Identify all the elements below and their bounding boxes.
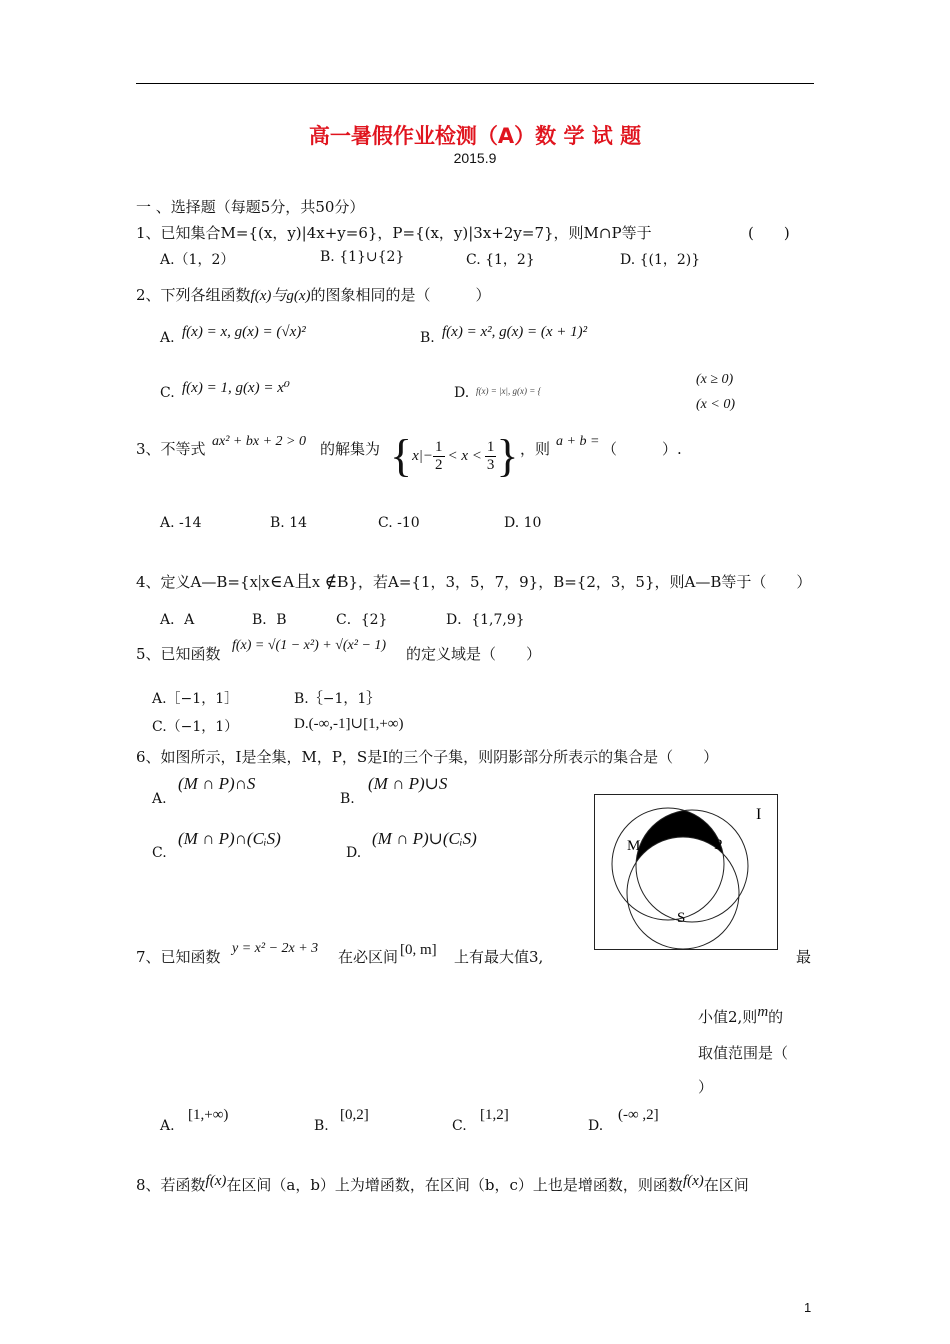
q2-expr: f(x)与g(x) — [250, 288, 311, 304]
q3-option-a: A. -14 — [160, 515, 202, 531]
q7-line2 — [698, 1006, 783, 1027]
q7-interval: [0, m] — [400, 942, 437, 958]
q7-option-b-label: B. — [314, 1118, 329, 1134]
q3-tail: （ ）. — [602, 440, 682, 458]
q2-option-c-label: C. — [160, 385, 175, 401]
q6-option-d: (M ∩ P)∪(CᵢS) — [372, 829, 477, 848]
q8-mid: 在区间（a，b）上为增函数，在区间（b，c）上也是增函数，则函数 — [226, 1176, 683, 1194]
page-title: 高一暑假作业检测（A）数 学 试 题 — [308, 124, 642, 148]
q6-option-b-label: B. — [340, 791, 355, 807]
q2-prefix: 2、下列各组函数 — [136, 286, 251, 304]
q7-prefix: 7、已知函数 — [136, 948, 221, 966]
q4-option-a: A．A — [160, 612, 195, 628]
q2-suffix: 的图象相同的是（ ） — [310, 286, 491, 304]
q3-fraction-2: $\frac{1}{3}$ — [486, 438, 495, 473]
label-m: M — [627, 838, 641, 854]
q1-answer-paren: ( ) — [748, 224, 790, 242]
label-s: S — [677, 910, 686, 926]
q2-option-b: f(x) = x², g(x) = (x + 1)² — [442, 324, 588, 340]
q7-line4: ） — [698, 1078, 714, 1096]
q7-line2-end: 的 — [768, 1008, 784, 1026]
q5-option-a: A.［−1，1］ — [152, 691, 239, 707]
q6-option-a: (M ∩ P)∩S — [178, 774, 256, 793]
q5-option-b: B.｛−1，1｝ — [294, 691, 381, 707]
q7-option-b: [0,2] — [340, 1107, 369, 1123]
question-1: 1、已知集合M={(x，y)|4x+y=6}，P={(x，y)|3x+2y=7}，则M∩P等于 — [136, 224, 652, 242]
q6-option-b: (M ∩ P)∪S — [368, 774, 448, 793]
section-heading: 一 、选择题（每题5分，共50分） — [136, 198, 365, 216]
q7-option-a-label: A. — [160, 1118, 175, 1134]
q8-suffix: 在区间 — [703, 1176, 749, 1194]
q3-solution-set: { x|− $\frac{1}{2}$ < x < $\frac{1}{3}$ } — [390, 430, 519, 481]
q6-option-d-label: D. — [346, 845, 362, 861]
q2-option-d-case1: (x ≥ 0) — [696, 372, 734, 387]
q7-option-c-label: C. — [452, 1118, 467, 1134]
q7-line2-text: 小值2,则 — [698, 1008, 758, 1026]
question-6: 6、如图所示，I是全集，M，P，S是I的三个子集，则阴影部分所表示的集合是（ ） — [136, 748, 719, 766]
q8-prefix: 8、若函数 — [136, 1176, 206, 1194]
q7-option-d: (-∞ ,2] — [618, 1107, 659, 1123]
q7-suffix: 上有最大值3, — [454, 948, 544, 966]
q2-option-d-label: D. — [454, 385, 470, 401]
q4-option-d: D．{1,7,9} — [446, 612, 525, 628]
q1-option-b: B. {1}∪{2} — [320, 249, 405, 265]
q5-prefix: 5、已知函数 — [136, 645, 221, 663]
q1-option-a: A.（1，2） — [160, 252, 235, 268]
q2-option-a-label: A. — [160, 330, 175, 346]
q8-f1: f(x) — [205, 1173, 227, 1189]
q7-mid: 在必区间 — [338, 948, 399, 966]
q7-expression: y = x² − 2x + 3 — [232, 941, 319, 956]
q3-prefix: 3、不等式 — [136, 440, 206, 458]
venn-diagram — [594, 794, 778, 950]
q3-sum: a + b = — [556, 434, 600, 449]
q7-continued: 最 — [796, 948, 812, 966]
question-2 — [136, 284, 491, 305]
q3-option-d: D. 10 — [504, 515, 542, 531]
q7-option-d-label: D. — [588, 1118, 604, 1134]
q5-suffix: 的定义域是（ ） — [406, 645, 542, 663]
q4-prefix: 4、定义A—B={ — [136, 573, 250, 591]
q7-option-a: [1,+∞) — [188, 1107, 229, 1123]
q3-fraction-1: $\frac{1}{2}$ — [435, 438, 443, 473]
q2-option-a: f(x) = x, g(x) = (√x)² — [182, 324, 306, 340]
q6-option-c: (M ∩ P)∩(CᵢS) — [178, 829, 281, 848]
q4-set: x|x∈A且x ∉B — [249, 572, 349, 591]
q4-suffix: }，若A={1，3，5，7，9}，B={2，3，5}，则A—B等于（ ） — [348, 573, 812, 591]
question-8 — [136, 1174, 749, 1195]
q1-option-d: D. {(1，2)} — [620, 252, 701, 268]
q2-option-d: f(x) = |x|, g(x) = { — [476, 386, 542, 396]
label-i: I — [756, 806, 762, 823]
q4-option-b: B．B — [252, 612, 287, 628]
q7-line3: 取值范围是（ — [698, 1044, 789, 1062]
q7-variable-m: m — [757, 1004, 769, 1020]
page-number: 1 — [804, 1300, 812, 1315]
q7-option-c: [1,2] — [480, 1107, 509, 1123]
exam-date: 2015.9 — [453, 150, 497, 166]
q5-expression: f(x) = √(1 − x²) + √(x² − 1) — [232, 638, 387, 653]
q3-then: ，则 — [520, 440, 551, 458]
header-rule — [136, 83, 814, 84]
q2-option-c: f(x) = 1, g(x) = x⁰ — [182, 380, 290, 396]
q5-option-d: D.(-∞,-1]∪[1,+∞) — [294, 716, 404, 732]
q4-option-c: C．{2} — [336, 612, 388, 628]
q1-option-c: C. {1，2} — [466, 252, 535, 268]
q3-option-b: B. 14 — [270, 515, 308, 531]
q3-inequality: ax² + bx + 2 > 0 — [212, 434, 306, 449]
q3-less-than: < x < — [447, 447, 482, 464]
q3-set-left: x|− — [412, 447, 433, 464]
q2-option-d-case2: (x < 0) — [696, 397, 735, 412]
question-4 — [136, 567, 811, 592]
q5-option-c: C.（−1，1） — [152, 719, 239, 735]
q3-option-c: C. -10 — [378, 515, 420, 531]
q3-mid: 的解集为 — [320, 440, 381, 458]
q6-option-c-label: C. — [152, 845, 167, 861]
q2-option-b-label: B. — [420, 330, 435, 346]
label-p: P — [714, 837, 723, 853]
q6-option-a-label: A. — [152, 791, 167, 807]
q8-f2: f(x) — [682, 1173, 704, 1189]
